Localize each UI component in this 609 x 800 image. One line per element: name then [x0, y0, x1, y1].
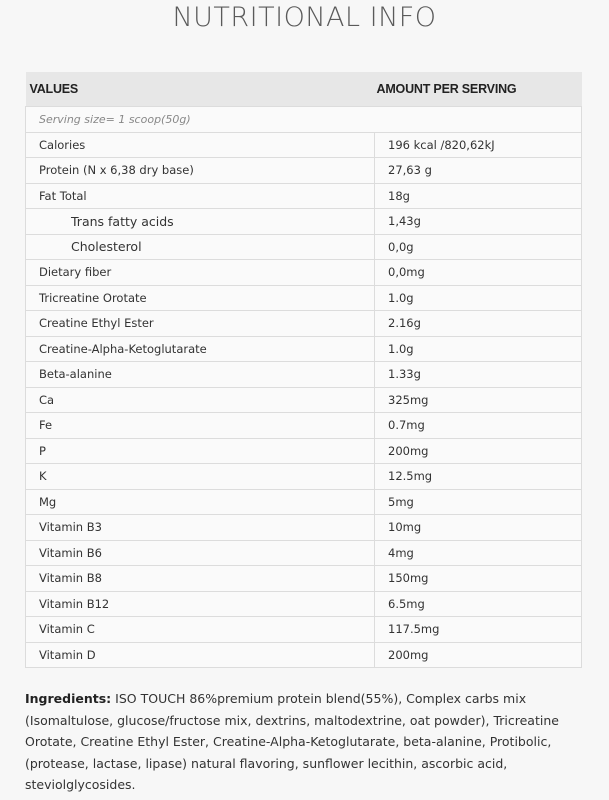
ingredients-label: Ingredients:	[25, 691, 112, 706]
nutrient-amount: 10mg	[375, 515, 582, 541]
nutrient-name: Vitamin B8	[26, 566, 375, 592]
nutrient-name: Ca	[26, 387, 375, 413]
nutrient-name: Vitamin B6	[26, 540, 375, 566]
table-row	[26, 158, 582, 184]
table-row	[26, 183, 582, 209]
nutrient-name: K	[26, 464, 375, 490]
nutrient-amount: 4mg	[375, 540, 582, 566]
nutrient-amount: 117.5mg	[375, 617, 582, 643]
table-row	[26, 285, 582, 311]
table-row	[26, 413, 582, 439]
nutrient-amount: 18g	[375, 183, 582, 209]
nutrient-name: Vitamin C	[26, 617, 375, 643]
nutrient-amount: 1,43g	[375, 209, 582, 235]
nutrient-name: Creatine Ethyl Ester	[26, 311, 375, 337]
table-row	[26, 566, 582, 592]
nutrient-amount: 1.0g	[375, 285, 582, 311]
table-row	[26, 617, 582, 643]
ingredients-text: ISO TOUCH 86%premium protein blend(55%), Complex carbs mix (Isomaltulose, glucose/fructose mix, dextrins, maltodextrine, oat powder), Tricreatine Orotate, Creatine Ethyl Ester, Creatine-Alpha-Ketoglutarate, beta-alanine, Protibolic, (protease, lactase, lipase) natural flavoring, sunflower lecithin, ascorbic acid, steviolglycosides.	[25, 691, 559, 792]
nutrient-amount: 196 kcal /820,62kJ	[375, 132, 582, 158]
nutrient-amount: 0,0mg	[375, 260, 582, 286]
table-row	[26, 260, 582, 286]
table-row	[26, 209, 582, 235]
header-amount: AMOUNT PER SERVING	[375, 72, 582, 107]
serving-size-row	[26, 107, 582, 133]
table-row	[26, 591, 582, 617]
nutrition-table	[25, 72, 582, 668]
nutrient-amount: 150mg	[375, 566, 582, 592]
table-row	[26, 540, 582, 566]
nutrient-name: Fe	[26, 413, 375, 439]
nutrient-amount: 1.0g	[375, 336, 582, 362]
nutrient-amount: 200mg	[375, 438, 582, 464]
table-row	[26, 464, 582, 490]
nutrient-name: P	[26, 438, 375, 464]
nutrient-amount: 6.5mg	[375, 591, 582, 617]
nutrient-name: Dietary fiber	[26, 260, 375, 286]
table-row	[26, 132, 582, 158]
nutrient-amount: 200mg	[375, 642, 582, 668]
table-header-row	[26, 72, 582, 107]
table-row	[26, 234, 582, 260]
nutrient-name: Vitamin B12	[26, 591, 375, 617]
nutrient-name: Vitamin B3	[26, 515, 375, 541]
nutrient-name: Protein (N x 6,38 dry base)	[26, 158, 375, 184]
table-row	[26, 515, 582, 541]
nutrient-name: Creatine-Alpha-Ketoglutarate	[26, 336, 375, 362]
table-row	[26, 438, 582, 464]
table-row	[26, 642, 582, 668]
nutrient-amount: 12.5mg	[375, 464, 582, 490]
header-values: VALUES	[26, 72, 375, 107]
nutrient-amount: 0,0g	[375, 234, 582, 260]
table-row	[26, 489, 582, 515]
page-title: NUTRITIONAL INFO	[172, 2, 437, 33]
table-row	[26, 311, 582, 337]
table-row	[26, 387, 582, 413]
nutrient-name: Trans fatty acids	[26, 209, 375, 235]
nutrient-name: Tricreatine Orotate	[26, 285, 375, 311]
ingredients	[25, 688, 565, 796]
nutrient-name: Mg	[26, 489, 375, 515]
nutrient-name: Beta-alanine	[26, 362, 375, 388]
nutrient-name: Fat Total	[26, 183, 375, 209]
nutrient-amount: 1.33g	[375, 362, 582, 388]
table-row	[26, 362, 582, 388]
nutrient-amount: 325mg	[375, 387, 582, 413]
serving-size: Serving size= 1 scoop(50g)	[26, 107, 582, 133]
nutrient-amount: 2.16g	[375, 311, 582, 337]
nutrient-amount: 27,63 g	[375, 158, 582, 184]
nutrient-name: Cholesterol	[26, 234, 375, 260]
nutrient-name: Calories	[26, 132, 375, 158]
nutrient-amount: 0.7mg	[375, 413, 582, 439]
nutrient-name: Vitamin D	[26, 642, 375, 668]
table-row	[26, 336, 582, 362]
nutrient-amount: 5mg	[375, 489, 582, 515]
